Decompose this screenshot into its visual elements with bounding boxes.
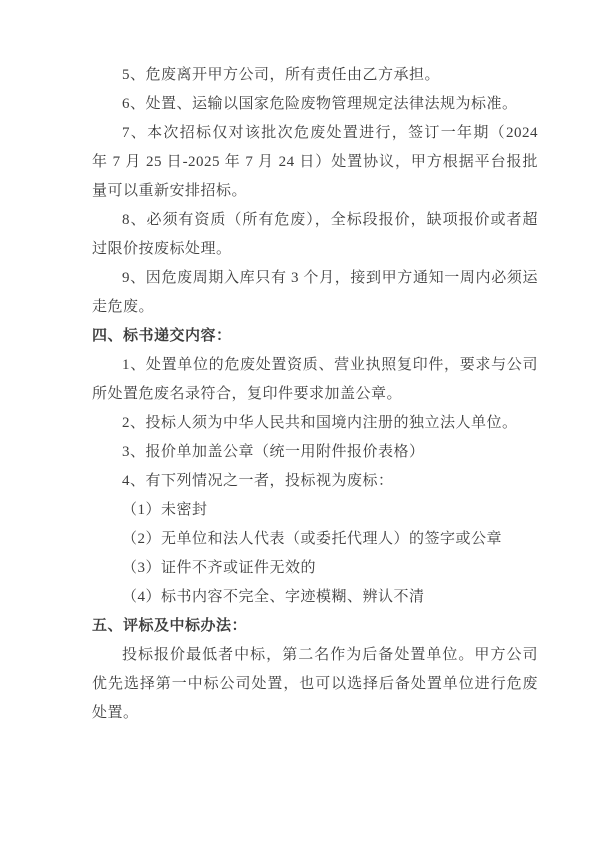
section-heading-five: 五、评标及中标办法： (92, 618, 248, 634)
sub-item-3: （3）证件不齐或证件无效的 (122, 560, 317, 576)
clause-8: 8、必须有资质（所有危废），全标段报价，缺项报价或者超过限价按废标处理。 (92, 212, 538, 257)
clause-5: 5、危废离开甲方公司，所有责任由乙方承担。 (122, 67, 441, 83)
clause-6: 6、处置、运输以国家危险废物管理规定法律法规为标准。 (122, 96, 518, 112)
document-content (92, 61, 538, 728)
item-3: 3、报价单加盖公章（统一用附件报价表格） (122, 444, 425, 460)
sub-item-2: （2）无单位和法人代表（或委托代理人）的签字或公章 (122, 531, 503, 547)
item-1: 1、处置单位的危废处置资质、营业执照复印件，要求与公司所处置危废名录符合，复印件要求加盖公章。 (92, 357, 538, 402)
clause-9: 9、因危废周期入库只有 3 个月，接到甲方通知一周内必须运走危废。 (92, 270, 538, 315)
clause-7: 7、本次招标仅对该批次危废处置进行，签订一年期（2024 年 7 月 25 日-2025 年 7 月 24 日）处置协议，甲方根据平台报批量可以重新安排招标。 (92, 125, 538, 199)
sub-item-4: （4）标书内容不完全、字迹模糊、辨认不清 (122, 589, 425, 605)
closing-paragraph: 投标报价最低者中标，第二名作为后备处置单位。甲方公司优先选择第一中标公司处置，也可以选择后备处置单位进行危废处置。 (92, 647, 538, 721)
item-4: 4、有下列情况之一者，投标视为废标： (122, 473, 394, 489)
item-2: 2、投标人须为中华人民共和国境内注册的独立法人单位。 (122, 415, 518, 431)
sub-item-1: （1）未密封 (122, 502, 208, 518)
section-heading-four: 四、标书递交内容： (92, 328, 232, 344)
